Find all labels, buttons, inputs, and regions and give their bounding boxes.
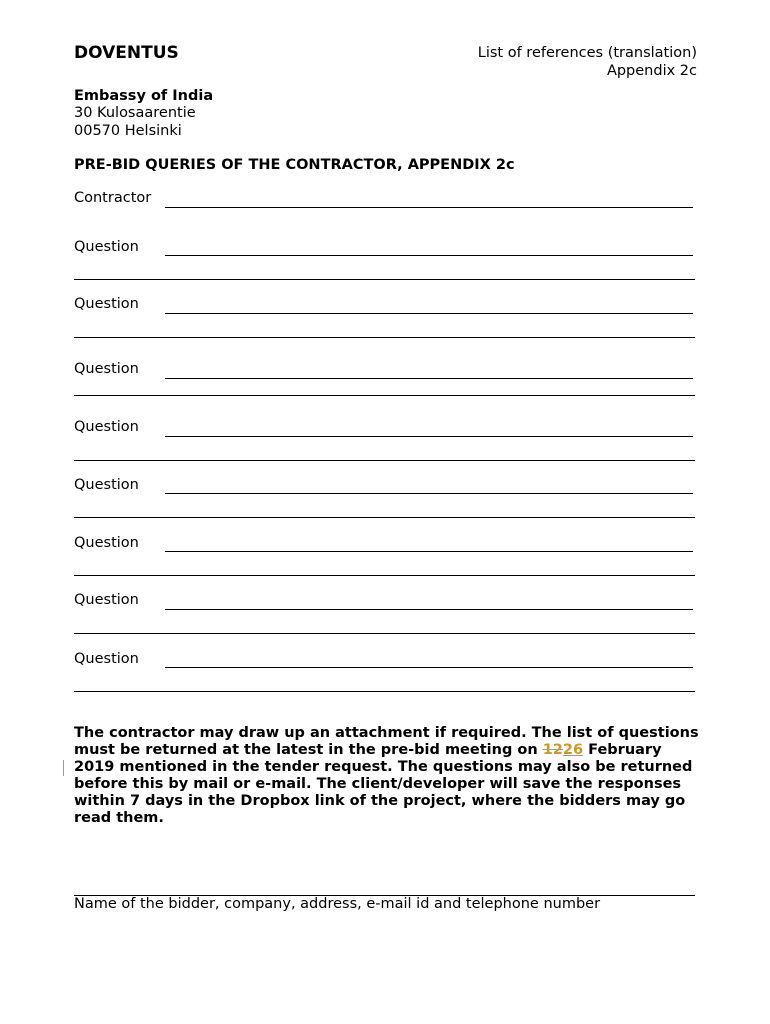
- question-continuation-line-3: [74, 395, 695, 396]
- question-label-1: Question: [74, 239, 139, 255]
- question-line-1: [165, 255, 693, 256]
- question-continuation-line-5: [74, 517, 695, 518]
- question-line-8: [165, 667, 693, 668]
- question-label-6: Question: [74, 535, 139, 551]
- deleted-date-revision: 12: [542, 742, 563, 758]
- question-label-4: Question: [74, 419, 139, 435]
- question-label-3: Question: [74, 361, 139, 377]
- appendix-label: Appendix 2c: [606, 63, 697, 79]
- question-line-3: [165, 378, 693, 379]
- question-label-7: Question: [74, 592, 139, 608]
- question-line-2: [165, 313, 693, 314]
- company-brand: DOVENTUS: [74, 43, 179, 63]
- recipient-city: 00570 Helsinki: [74, 123, 182, 139]
- question-label-8: Question: [74, 651, 139, 667]
- contractor-label: Contractor: [74, 190, 152, 206]
- question-continuation-line-7: [74, 633, 695, 634]
- recipient-name: Embassy of India: [74, 88, 214, 104]
- question-line-4: [165, 436, 693, 437]
- instructions-text-end: February 2019 mentioned in the tender request. The questions may also be returned before this by mail or e-mail. The client/developer will save the responses within 7 days in the Dropbox link of the project, where the bidders may go read them.: [74, 742, 693, 826]
- signature-caption: Name of the bidder, company, address, e-mail id and telephone number: [74, 896, 601, 912]
- document-type: List of references (translation): [477, 45, 697, 61]
- question-line-7: [165, 609, 693, 610]
- question-label-2: Question: [74, 296, 139, 312]
- question-continuation-line-8: [74, 691, 695, 692]
- recipient-street: 30 Kulosaarentie: [74, 105, 196, 121]
- revision-change-bar: [63, 760, 64, 776]
- contractor-line: [165, 207, 693, 208]
- question-label-5: Question: [74, 477, 139, 493]
- form-title: PRE-BID QUERIES OF THE CONTRACTOR, APPENDIX 2c: [74, 157, 515, 173]
- instructions-text-start: The contractor may draw up an attachment if required. The list of questions must be returned at the latest in the pre-bid meeting on: [74, 725, 699, 758]
- question-continuation-line-6: [74, 575, 695, 576]
- question-continuation-line-2: [74, 337, 695, 338]
- question-continuation-line-1: [74, 279, 695, 280]
- question-continuation-line-4: [74, 460, 695, 461]
- question-line-5: [165, 493, 693, 494]
- question-line-6: [165, 551, 693, 552]
- inserted-date-revision: 26: [562, 742, 584, 758]
- instructions-paragraph: [74, 725, 704, 827]
